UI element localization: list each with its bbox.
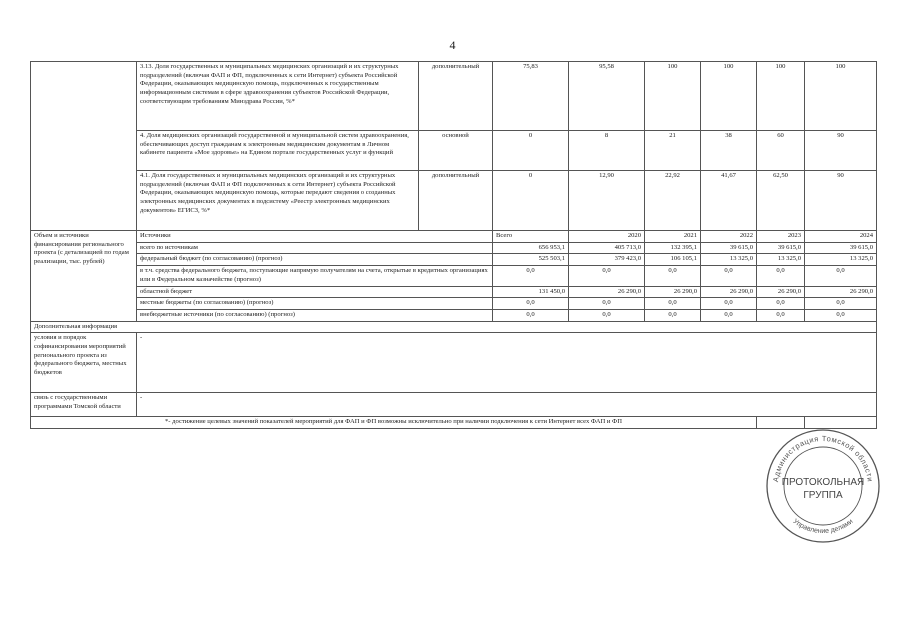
finance-row — [31, 254, 877, 266]
indicator-value: 0 — [493, 131, 569, 171]
stamp-ring-text: Администрация Томской области — [771, 433, 875, 483]
indicator-value: 0 — [493, 171, 569, 231]
additional-info-heading: Дополнительная информация — [31, 321, 877, 333]
stamp-center-line1: ПРОТОКОЛЬНАЯ — [781, 477, 865, 488]
page-number: 4 — [449, 38, 456, 52]
finance-total: 0,0 — [493, 266, 569, 286]
finance-year-value: 13 325,0 — [757, 254, 805, 266]
finance-total: 656 953,1 — [493, 242, 569, 254]
indicator-value: 95,58 — [569, 62, 645, 131]
indicator-value: 41,67 — [701, 171, 757, 231]
finance-source-name: федеральный бюджет (по согласованию) (прогноз) — [137, 254, 493, 266]
finance-year-value: 0,0 — [645, 309, 701, 321]
finance-year-value: 0,0 — [569, 298, 645, 310]
indicator-value: 22,92 — [645, 171, 701, 231]
finance-year-value: 0,0 — [645, 298, 701, 310]
passport-table — [30, 61, 876, 429]
indicator-value: 90 — [805, 171, 877, 231]
finance-row — [31, 242, 877, 254]
finance-year-value: 0,0 — [701, 266, 757, 286]
finance-year-value: 0,0 — [645, 266, 701, 286]
footnote-row — [31, 417, 877, 429]
additional-info-row — [31, 321, 877, 333]
extra-row-label: связь с государственными программами Томской области — [31, 393, 137, 417]
indicator-type: дополнительный — [419, 171, 493, 231]
indicator-value: 100 — [645, 62, 701, 131]
finance-year-value: 26 290,0 — [757, 286, 805, 298]
finance-year-header: 2022 — [701, 231, 757, 243]
indicator-value: 21 — [645, 131, 701, 171]
indicator-empty-cell — [31, 62, 137, 231]
finance-source-name: в т.ч. средства федерального бюджета, поступающие напрямую получателям на счета, открытые в кредитных организациях или в Федеральном казначействе (прогноз) — [137, 266, 493, 286]
finance-year-header: 2024 — [805, 231, 877, 243]
indicator-value: 60 — [757, 131, 805, 171]
finance-year-value: 132 395,1 — [645, 242, 701, 254]
finance-year-value: 26 290,0 — [805, 286, 877, 298]
finance-row — [31, 298, 877, 310]
indicator-value: 100 — [701, 62, 757, 131]
indicator-label: 4.1. Доля государственных и муниципальных медицинских организаций и их структурных подразделений (включая ФАП и ФП подключенных к сети Интернет) субъекта Российской Федерации, оказывающих медицинскую помощь, которые передают сведения о созданных электронных медицинских документах в подсистему «Реестр электронных медицинских документов» ЕГИСЗ, %* — [137, 171, 419, 231]
finance-year-value: 0,0 — [569, 266, 645, 286]
indicator-value: 12,90 — [569, 171, 645, 231]
indicator-value: 100 — [757, 62, 805, 131]
extra-row-value: - — [137, 393, 877, 417]
indicator-value: 38 — [701, 131, 757, 171]
finance-total: 131 450,0 — [493, 286, 569, 298]
finance-source-name: внебюджетные источники (по согласованию) (прогноз) — [137, 309, 493, 321]
indicator-type: основной — [419, 131, 493, 171]
finance-total: 0,0 — [493, 298, 569, 310]
finance-year-value: 379 423,0 — [569, 254, 645, 266]
footnote: *- достижение целевых значений показателей мероприятий для ФАП и ФП возможны исключительно при наличии подключения к сети Интернет всех ФАП и ФП — [31, 417, 757, 429]
extra-row-value: - — [137, 333, 877, 393]
finance-year-value: 39 615,0 — [701, 242, 757, 254]
indicator-row — [31, 171, 877, 231]
stamp-bottom-text: Управление делами — [791, 518, 855, 536]
finance-year-header: 2023 — [757, 231, 805, 243]
finance-year-value: 0,0 — [805, 298, 877, 310]
finance-year-value: 26 290,0 — [645, 286, 701, 298]
stamp-center-line2: ГРУППА — [803, 490, 843, 501]
finance-year-value: 39 615,0 — [757, 242, 805, 254]
finance-year-value: 0,0 — [805, 309, 877, 321]
finance-sources-header: Источники — [137, 231, 493, 243]
indicator-row — [31, 62, 877, 131]
finance-year-value: 13 325,0 — [701, 254, 757, 266]
finance-total: 0,0 — [493, 309, 569, 321]
finance-year-header: 2020 — [569, 231, 645, 243]
finance-year-value: 26 290,0 — [701, 286, 757, 298]
finance-row — [31, 266, 877, 286]
indicator-value: 62,50 — [757, 171, 805, 231]
finance-source-name: областной бюджет — [137, 286, 493, 298]
finance-row — [31, 309, 877, 321]
indicator-value: 75,83 — [493, 62, 569, 131]
finance-source-name: местные бюджеты (по согласованию) (прогноз) — [137, 298, 493, 310]
finance-row — [31, 286, 877, 298]
finance-total-header: Всего — [493, 231, 569, 243]
extra-row — [31, 393, 877, 417]
indicator-value: 90 — [805, 131, 877, 171]
indicator-row — [31, 131, 877, 171]
official-stamp — [764, 427, 882, 545]
finance-year-value: 0,0 — [701, 298, 757, 310]
finance-year-value: 39 615,0 — [805, 242, 877, 254]
finance-year-value: 0,0 — [569, 309, 645, 321]
finance-year-value: 0,0 — [757, 266, 805, 286]
finance-year-value: 0,0 — [757, 298, 805, 310]
extra-row — [31, 333, 877, 393]
finance-year-value: 26 290,0 — [569, 286, 645, 298]
extra-row-label: условия и порядок софинансирования мероприятий регионального проекта из федерального бюджета, местных бюджетов — [31, 333, 137, 393]
indicator-value: 100 — [805, 62, 877, 131]
finance-total: 525 503,1 — [493, 254, 569, 266]
indicator-type: дополнительный — [419, 62, 493, 131]
indicator-value: 8 — [569, 131, 645, 171]
indicator-label: 4. Доля медицинских организаций государственной и муниципальной систем здравоохранения, обеспечивающих доступ гражданам к электронным медицинским документам в Личном кабинете пациента «Мое здоровье» на Едином портале государственных услуг и функций — [137, 131, 419, 171]
indicator-label: 3.13. Доля государственных и муниципальных медицинских организаций и их структурных подразделений (включая ФАП и ФП, подключенных к сети Интернет) субъекта Российской Федерации, оказывающих медицинскую помощь, подключенных к государственным информационным системам в сфере здравоохранения субъектов Российской Федерации, соответствующим требованиям Минздрава России, %* — [137, 62, 419, 131]
finance-year-header: 2021 — [645, 231, 701, 243]
finance-year-value: 0,0 — [701, 309, 757, 321]
finance-year-value: 405 713,0 — [569, 242, 645, 254]
finance-year-value: 106 105,1 — [645, 254, 701, 266]
finance-year-value: 0,0 — [805, 266, 877, 286]
finance-source-name: всего по источникам — [137, 242, 493, 254]
finance-year-value: 0,0 — [757, 309, 805, 321]
finance-section-label: Объем и источники финансирования регионального проекта (с детализацией по годам реализации, тыс. рублей) — [31, 231, 137, 322]
finance-year-value: 13 325,0 — [805, 254, 877, 266]
finance-header-row — [31, 231, 877, 243]
